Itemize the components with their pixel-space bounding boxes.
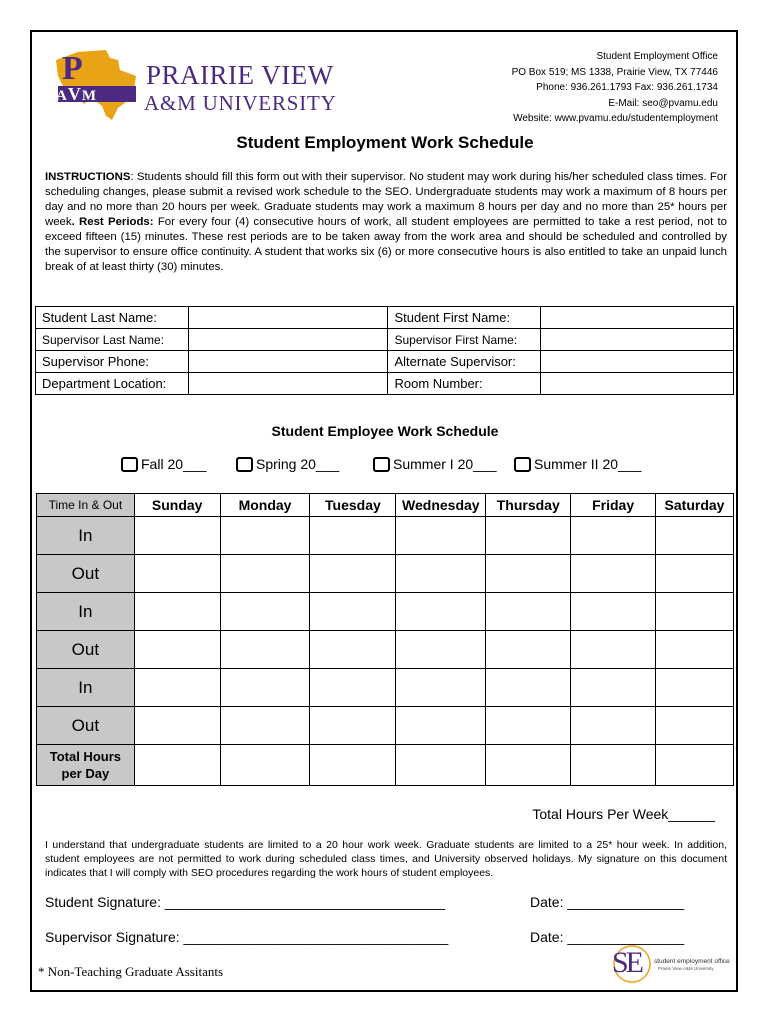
row-label: In — [37, 517, 135, 555]
student-last-name-label: Student Last Name: — [36, 307, 189, 329]
time-cell[interactable] — [486, 669, 571, 707]
total-hours-per-week: Total Hours Per Week______ — [532, 806, 715, 822]
checkbox-summer-1[interactable] — [373, 457, 390, 472]
time-cell[interactable] — [220, 669, 310, 707]
time-cell[interactable] — [486, 517, 571, 555]
office-line: Phone: 936.261.1793 Fax: 936.261.1734 — [536, 82, 718, 93]
time-cell[interactable] — [396, 631, 486, 669]
seo-logo-line2: Prairie View A&M University — [658, 966, 714, 971]
rest-periods-label: . Rest Periods: — [71, 216, 154, 228]
time-cell[interactable] — [571, 517, 656, 555]
supervisor-first-name-field[interactable] — [541, 329, 734, 351]
schedule-row — [37, 707, 734, 745]
checkbox-summer-2[interactable] — [514, 457, 531, 472]
supervisor-last-name-label: Supervisor Last Name: — [36, 329, 189, 351]
term-summer-2[interactable] — [514, 456, 641, 472]
row-label: Out — [37, 631, 135, 669]
department-location-label: Department Location: — [36, 373, 189, 395]
time-cell[interactable] — [656, 669, 734, 707]
row-label: In — [37, 669, 135, 707]
time-cell[interactable] — [396, 555, 486, 593]
footnote: * Non-Teaching Graduate Assitants — [38, 964, 224, 979]
seo-logo — [604, 944, 730, 986]
time-cell[interactable] — [220, 517, 310, 555]
time-cell[interactable] — [134, 593, 220, 631]
alternate-supervisor-label: Alternate Supervisor: — [388, 351, 541, 373]
time-cell[interactable] — [571, 555, 656, 593]
time-cell[interactable] — [310, 707, 396, 745]
term-fall-label: Fall 20___ — [141, 456, 207, 472]
row-label: In — [37, 593, 135, 631]
office-line: PO Box 519; MS 1338, Prairie View, TX 77446 — [511, 66, 718, 78]
schedule-row — [37, 555, 734, 593]
time-cell[interactable] — [396, 593, 486, 631]
time-cell[interactable] — [134, 669, 220, 707]
term-checkboxes — [0, 456, 770, 480]
schedule-row — [37, 631, 734, 669]
time-cell[interactable] — [656, 593, 734, 631]
time-cell[interactable] — [656, 517, 734, 555]
time-cell[interactable] — [571, 631, 656, 669]
time-cell[interactable] — [656, 555, 734, 593]
student-first-name-field[interactable] — [541, 307, 734, 329]
total-hours-cell[interactable] — [656, 745, 734, 786]
term-fall[interactable] — [121, 456, 206, 472]
day-header: Tuesday — [310, 494, 396, 517]
time-cell[interactable] — [310, 669, 396, 707]
time-cell[interactable] — [396, 707, 486, 745]
office-line: Student Employment Office — [596, 51, 718, 62]
office-line: Website: www.pvamu.edu/studentemployment — [513, 113, 718, 124]
term-spring-label: Spring 20___ — [256, 456, 340, 472]
student-first-name-label: Student First Name: — [388, 307, 541, 329]
time-cell[interactable] — [486, 631, 571, 669]
time-cell[interactable] — [134, 707, 220, 745]
time-cell[interactable] — [310, 517, 396, 555]
time-cell[interactable] — [656, 631, 734, 669]
term-spring[interactable] — [236, 456, 339, 472]
supervisor-phone-label: Supervisor Phone: — [36, 351, 189, 373]
total-hours-cell[interactable] — [396, 745, 486, 786]
supervisor-signature-line[interactable]: Supervisor Signature: __________________________________ — [45, 929, 449, 945]
student-info-table — [35, 306, 734, 395]
time-cell[interactable] — [396, 517, 486, 555]
checkbox-fall[interactable] — [121, 457, 138, 472]
time-cell[interactable] — [220, 707, 310, 745]
term-summer-2-label: Summer II 20___ — [534, 456, 642, 472]
total-hours-cell[interactable] — [220, 745, 310, 786]
total-hours-label-line: per Day — [61, 766, 110, 781]
form-title: Student Employment Work Schedule — [236, 133, 534, 152]
department-location-field[interactable] — [188, 373, 388, 395]
time-cell[interactable] — [220, 555, 310, 593]
time-cell[interactable] — [486, 593, 571, 631]
day-header: Friday — [571, 494, 656, 517]
time-cell[interactable] — [220, 631, 310, 669]
checkbox-spring[interactable] — [236, 457, 253, 472]
total-hours-row — [37, 745, 734, 786]
work-schedule-table — [36, 493, 734, 786]
time-cell[interactable] — [656, 707, 734, 745]
instructions — [45, 170, 727, 275]
day-header: Monday — [220, 494, 310, 517]
schedule-row — [37, 669, 734, 707]
row-label: Out — [37, 555, 135, 593]
instructions-label: INSTRUCTIONS — [45, 171, 131, 183]
time-cell[interactable] — [310, 593, 396, 631]
day-header: Thursday — [486, 494, 571, 517]
time-cell[interactable] — [310, 555, 396, 593]
student-date-line[interactable]: Date: _______________ — [530, 894, 685, 910]
student-signature-line[interactable]: Student Signature: ____________________________________ — [45, 894, 446, 910]
logo-university-subname: A&M UNIVERSITY — [144, 91, 337, 115]
supervisor-date-line[interactable]: Date: _______________ — [530, 929, 685, 945]
total-hours-cell[interactable] — [134, 745, 220, 786]
office-line: E-Mail: seo@pvamu.edu — [608, 97, 718, 109]
term-summer-1[interactable] — [373, 456, 497, 472]
time-in-out-header: Time In & Out — [37, 494, 135, 517]
room-number-field[interactable] — [541, 373, 734, 395]
logo-letter-p: P — [62, 50, 83, 87]
time-cell[interactable] — [134, 631, 220, 669]
day-header: Wednesday — [396, 494, 486, 517]
total-hours-label — [37, 745, 135, 786]
total-hours-label-line: Total Hours — [49, 749, 121, 764]
logo-letters-avm: AVM — [56, 84, 98, 104]
instructions-text: : Students should fill this form out with their supervisor. No student may work during his/her scheduled class times. For scheduling changes, please submit a revised work schedule to the SEO. Undergraduate students may work a maximum of 8 hours per day and no more than 20 hours per week. Graduate students may work a maximum 8 hours per day and no more than 25* hours per week — [45, 171, 727, 228]
time-cell[interactable] — [486, 555, 571, 593]
total-hours-cell[interactable] — [486, 745, 571, 786]
total-hours-cell[interactable] — [571, 745, 656, 786]
time-cell[interactable] — [571, 707, 656, 745]
time-cell[interactable] — [220, 593, 310, 631]
row-label: Out — [37, 707, 135, 745]
schedule-row — [37, 593, 734, 631]
day-header: Saturday — [656, 494, 734, 517]
total-hours-cell[interactable] — [310, 745, 396, 786]
time-cell[interactable] — [310, 631, 396, 669]
schedule-row — [37, 517, 734, 555]
room-number-label: Room Number: — [388, 373, 541, 395]
time-cell[interactable] — [134, 517, 220, 555]
student-last-name-field[interactable] — [188, 307, 388, 329]
acknowledgement-text: I understand that undergraduate students are limited to a 20 hour work week. Graduate students are limited to a 25* hour week. In addition, student employees are not permitted to work during scheduled class times, and University observed holidays. My signature on this document indicates that I will comply with SEO procedures regarding the work hours of student employees. — [45, 839, 727, 879]
time-cell[interactable] — [571, 669, 656, 707]
seo-logo-line1: student employment office — [654, 958, 730, 965]
schedule-title: Student Employee Work Schedule — [271, 423, 499, 439]
office-contact-block — [512, 49, 718, 127]
day-header: Sunday — [134, 494, 220, 517]
time-cell[interactable] — [571, 593, 656, 631]
time-cell[interactable] — [134, 555, 220, 593]
supervisor-phone-field[interactable] — [188, 351, 388, 373]
rest-periods-text: For every four (4) consecutive hours of work, all student employees are permitted to take a rest period, not to exceed fifteen (15) minutes. These rest periods are to be taken away from the work area and should be scheduled and controlled by the supervisor to ensure office continuity. A student that works six (6) or more consecutive hours is also entitled to take an unpaid lunch break of at least thirty (30) minutes. — [45, 216, 727, 273]
alternate-supervisor-field[interactable] — [541, 351, 734, 373]
logo-university-name: PRAIRIE VIEW — [146, 60, 334, 90]
supervisor-first-name-label: Supervisor First Name: — [388, 329, 541, 351]
seo-logo-letters: SE — [612, 946, 642, 979]
supervisor-last-name-field[interactable] — [188, 329, 388, 351]
time-cell[interactable] — [396, 669, 486, 707]
time-cell[interactable] — [486, 707, 571, 745]
term-summer-1-label: Summer I 20___ — [393, 456, 497, 472]
